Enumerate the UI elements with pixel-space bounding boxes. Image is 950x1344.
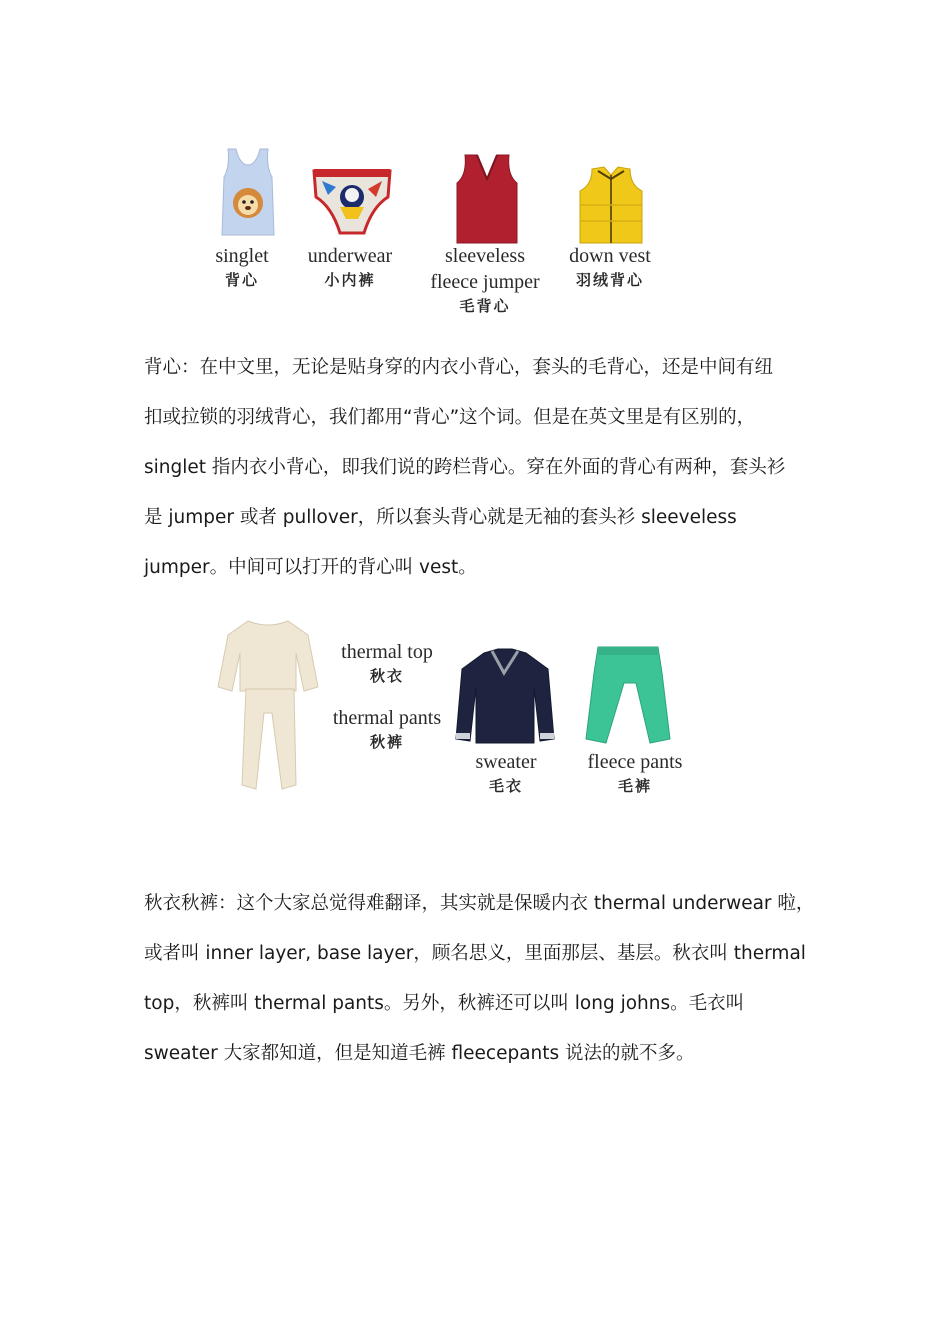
label-en: sweater bbox=[475, 751, 537, 773]
label-en: singlet bbox=[215, 245, 269, 267]
sleeveless-jumper-image bbox=[451, 153, 523, 245]
figure-vests bbox=[200, 145, 680, 325]
underwear-image bbox=[312, 167, 392, 237]
caption-thermal-top bbox=[322, 639, 452, 687]
fleece-pants-image bbox=[584, 643, 672, 749]
label-en: down vest bbox=[569, 245, 651, 267]
label-zh: 秋衣 bbox=[369, 667, 404, 685]
caption-sweater bbox=[456, 749, 556, 797]
label-en: thermal pants bbox=[332, 707, 442, 729]
figure-thermal-wear bbox=[212, 615, 702, 805]
paragraph-line: 或者叫 inner layer, base layer，顾名思义，里面那层、基层。秋衣叫 thermal bbox=[144, 943, 806, 964]
label-zh: 毛背心 bbox=[459, 297, 511, 315]
caption-singlet bbox=[200, 243, 284, 291]
down-vest-image bbox=[576, 165, 646, 245]
paragraph-thermal-wear bbox=[144, 879, 824, 1079]
label-zh: 背心 bbox=[224, 271, 259, 289]
thermal-set-image bbox=[216, 617, 320, 795]
label-en: sleeveless bbox=[445, 245, 525, 267]
paragraph-line: 背心：在中文里，无论是贴身穿的内衣小背心，套头的毛背心，还是中间有纽 bbox=[144, 357, 774, 378]
caption-down-vest bbox=[560, 243, 660, 291]
paragraph-line: sweater 大家都知道，但是知道毛裤 fleecepants 说法的就不多。 bbox=[144, 1043, 695, 1064]
label-en: thermal top bbox=[341, 641, 433, 663]
label-zh: 羽绒背心 bbox=[575, 271, 644, 289]
paragraph-line: top，秋裤叫 thermal pants。另外，秋裤还可以叫 long johns。毛衣叫 bbox=[144, 993, 745, 1014]
label-en: underwear bbox=[307, 245, 393, 267]
caption-underwear bbox=[300, 243, 400, 291]
paragraph-line: jumper。中间可以打开的背心叫 vest。 bbox=[144, 557, 477, 578]
label-zh: 小内裤 bbox=[324, 271, 376, 289]
label-zh: 秋裤 bbox=[369, 733, 404, 751]
singlet-image bbox=[218, 147, 278, 237]
paragraph-line: 扣或拉锁的羽绒背心，我们都用“背心”这个词。但是在英文里是有区别的， bbox=[144, 407, 756, 428]
paragraph-line: 是 jumper 或者 pullover，所以套头背心就是无袖的套头衫 sleeveless bbox=[144, 507, 737, 528]
paragraph-vests bbox=[144, 343, 824, 593]
label-en: fleece pants bbox=[587, 751, 683, 773]
caption-fleece-pants bbox=[568, 749, 702, 797]
paragraph-line: 秋衣秋裤：这个大家总觉得难翻译，其实就是保暖内衣 thermal underwear 啦， bbox=[144, 893, 815, 914]
caption-thermal-pants bbox=[316, 705, 458, 753]
label-zh: 毛裤 bbox=[617, 777, 652, 795]
label-en-2: fleece jumper bbox=[430, 271, 540, 293]
caption-sleeveless-fleece-jumper bbox=[420, 243, 550, 317]
sweater-image bbox=[454, 647, 556, 747]
label-zh: 毛衣 bbox=[488, 777, 523, 795]
paragraph-line: singlet 指内衣小背心，即我们说的跨栏背心。穿在外面的背心有两种，套头衫 bbox=[144, 457, 786, 478]
